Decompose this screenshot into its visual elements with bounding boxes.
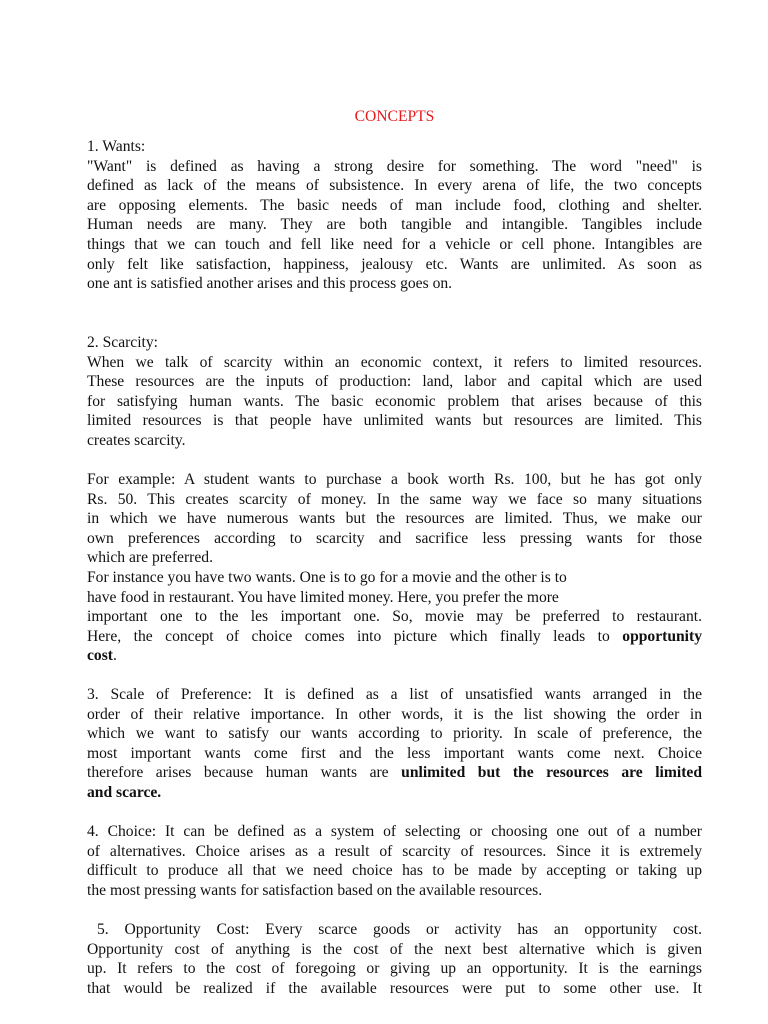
text-line: own preferences according to scarcity and sacrifice less pressing wants for those bbox=[87, 529, 702, 547]
section-heading: 1. Wants: bbox=[87, 138, 146, 155]
text-line: important one to the les important one. So, movie may be preferred to restaurant. bbox=[87, 608, 702, 626]
text-line: which we want to satisfy our wants according to priority. In scale of preference, the bbox=[87, 725, 702, 743]
text-line: have food in restaurant. You have limited money. Here, you prefer the more bbox=[87, 588, 559, 606]
text-line: the most pressing wants for satisfaction based on the available resources. bbox=[87, 881, 543, 899]
text-fragment: . bbox=[112, 647, 117, 665]
text-line: are opposing elements. The basic needs of man include food, clothing and shelter. bbox=[87, 196, 702, 214]
section-scale-of-preference bbox=[87, 685, 702, 803]
text-line: limited resources is that people have unlimited wants but resources are limited. This bbox=[87, 412, 702, 430]
text-line: of alternatives. Choice arises as a result of scarcity of resources. Since it is extremely bbox=[87, 842, 702, 860]
paragraph-example bbox=[87, 470, 702, 666]
text-line: "Want" is defined as having a strong desire for something. The word "need" is bbox=[87, 157, 702, 175]
text-line bbox=[87, 646, 702, 666]
text-line: defined as lack of the means of subsistence. In every arena of life, the two concepts bbox=[87, 177, 702, 195]
text-line: up. It refers to the cost of foregoing or giving up an opportunity. It is the earnings bbox=[87, 960, 702, 978]
text-line: For example: A student wants to purchase a book worth Rs. 100, but he has got only bbox=[87, 471, 702, 488]
section-wants bbox=[87, 137, 702, 294]
text-fragment: Here, the concept of choice comes into picture which finally leads to bbox=[87, 627, 610, 645]
bold-term: cost bbox=[87, 647, 113, 665]
text-line: in which we have numerous wants but the resources are limited. Thus, we make our bbox=[87, 510, 702, 528]
text-line: These resources are the inputs of production: land, labor and capital which are used bbox=[87, 373, 702, 391]
section-heading: 2. Scarcity: bbox=[87, 334, 159, 351]
section-choice bbox=[87, 822, 702, 900]
text-line: one ant is satisfied another arises and this process goes on. bbox=[87, 275, 453, 293]
text-line: When we talk of scarcity within an economic context, it refers to limited resources. bbox=[87, 353, 702, 371]
text-line: For instance you have two wants. One is to go for a movie and the other is to bbox=[87, 568, 567, 586]
text-line: order of their relative importance. In other words, it is the list showing the order in bbox=[87, 705, 702, 723]
paragraph bbox=[87, 353, 702, 451]
text-line bbox=[87, 783, 702, 803]
text-line: that would be realized if the available resources were put to some other use. It bbox=[87, 979, 702, 997]
section-opportunity-cost bbox=[87, 920, 702, 998]
text-line: creates scarcity. bbox=[87, 431, 186, 449]
text-line: most important wants come first and the less important wants come next. Choice bbox=[87, 744, 702, 762]
text-fragment: therefore arises because human wants are bbox=[87, 764, 389, 782]
text-line: Opportunity cost of anything is the cost of the next best alternative which is given bbox=[87, 940, 702, 958]
text-line: things that we can touch and fell like need for a vehicle or cell phone. Intangibles are bbox=[87, 235, 702, 253]
bold-term: opportunity bbox=[622, 627, 703, 645]
text-line: difficult to produce all that we need choice has to be made by accepting or taking up bbox=[87, 862, 702, 880]
section-scarcity bbox=[87, 333, 702, 451]
text-line: 5. Opportunity Cost: Every scarce goods or activity has an opportunity cost. bbox=[97, 921, 702, 938]
document-title: CONCEPTS bbox=[354, 108, 435, 125]
text-line: which are preferred. bbox=[87, 549, 213, 567]
text-line: 3. Scale of Preference: It is defined as a list of unsatisfied wants arranged in the bbox=[87, 686, 702, 703]
text-line: for satisfying human wants. The basic economic problem that arises because of this bbox=[87, 392, 702, 410]
text-line: 4. Choice: It can be defined as a system of selecting or choosing one out of a number bbox=[87, 823, 702, 840]
text-line: Human needs are many. They are both tangible and intangible. Tangibles include bbox=[87, 216, 702, 234]
text-line bbox=[87, 627, 702, 647]
text-line: Rs. 50. This creates scarcity of money. In the same way we face so many situations bbox=[87, 490, 702, 508]
text-line: only felt like satisfaction, happiness, jealousy etc. Wants are unlimited. As soon as bbox=[87, 255, 702, 273]
bold-phrase: unlimited but the resources are limited bbox=[401, 764, 702, 782]
bold-phrase: and scarce. bbox=[87, 783, 162, 801]
paragraph bbox=[87, 157, 702, 294]
text-line bbox=[87, 763, 702, 783]
